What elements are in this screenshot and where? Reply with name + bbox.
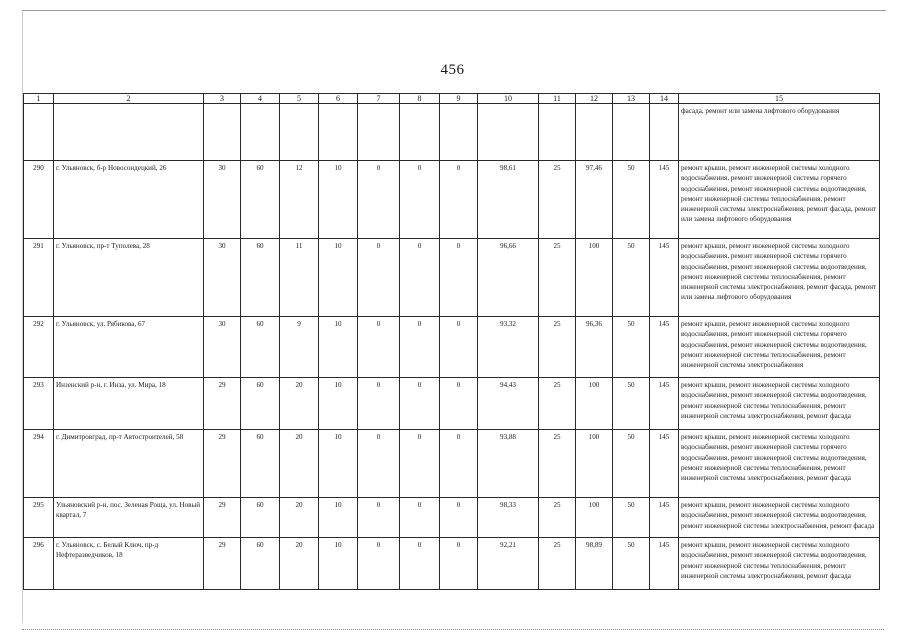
table-body [24,94,880,590]
value-cell-c9: 0 [440,430,478,498]
column-header: 8 [400,94,440,104]
value-cell-c6: 10 [319,161,358,239]
value-cell-c5: 12 [280,161,319,239]
works-cell: ремонт крыши, ремонт инженерной системы холодного водоснабжения, ремонт инженерной системы водоотведения, ремонт инженерной системы теплоснабжения, ремонт инженерной системы электроснабжения, ремонт фасада [679,538,880,590]
value-cell-c3: 30 [204,317,241,378]
value-cell-c14: 145 [650,378,679,430]
value-cell-c12: 98,89 [576,538,613,590]
value-cell-c10: 98,61 [478,161,539,239]
column-header: 15 [679,94,880,104]
column-header: 6 [319,94,358,104]
value-cell-c11: 25 [539,161,576,239]
value-cell-c11: 25 [539,317,576,378]
value-cell-c8: 0 [400,161,440,239]
value-cell-c14: 145 [650,538,679,590]
cell [280,104,319,161]
works-cell: ремонт крыши, ремонт инженерной системы холодного водоснабжения, ремонт инженерной системы водоотведения, ремонт инженерной системы электроснабжения, ремонт фасада [679,498,880,538]
value-cell-c5: 20 [280,538,319,590]
value-cell-c14: 145 [650,498,679,538]
cell [539,104,576,161]
page-number: 456 [440,62,465,78]
value-cell-c6: 10 [319,378,358,430]
value-cell-c10: 93,32 [478,317,539,378]
works-cell: фасада, ремонт или замена лифтового оборудования [679,104,880,161]
column-header: 1 [24,94,54,104]
value-cell-c10: 93,88 [478,430,539,498]
value-cell-c5: 9 [280,317,319,378]
value-cell-c4: 60 [241,538,280,590]
row-number: 295 [24,498,54,538]
value-cell-c11: 25 [539,430,576,498]
value-cell-c6: 10 [319,430,358,498]
value-cell-c4: 60 [241,498,280,538]
table-row [24,538,880,590]
address-cell: г. Димитровград, пр-т Автостроителей, 58 [54,430,204,498]
cell [613,104,650,161]
value-cell-c9: 0 [440,239,478,317]
value-cell-c8: 0 [400,378,440,430]
column-header: 9 [440,94,478,104]
value-cell-c14: 145 [650,317,679,378]
table-row [24,239,880,317]
value-cell-c12: 100 [576,430,613,498]
value-cell-c9: 0 [440,538,478,590]
address-cell: Инзенский р-н, г. Инза, ул. Мира, 18 [54,378,204,430]
cell [204,104,241,161]
table-row [24,161,880,239]
cell [319,104,358,161]
value-cell-c13: 50 [613,430,650,498]
value-cell-c14: 145 [650,161,679,239]
value-cell-c3: 30 [204,239,241,317]
cell [24,104,54,161]
column-header: 11 [539,94,576,104]
row-number: 290 [24,161,54,239]
value-cell-c6: 10 [319,538,358,590]
works-cell: ремонт крыши, ремонт инженерной системы холодного водоснабжения, ремонт инженерной системы горячего водоснабжения, ремонт инженерной системы водоотведения, ремонт инженерной системы теплоснабжения, ремонт инженерной системы электроснабжения, ремонт фасада, ремонт или замена лифтового оборудования [679,161,880,239]
cell [440,104,478,161]
value-cell-c12: 100 [576,498,613,538]
works-cell: ремонт крыши, ремонт инженерной системы холодного водоснабжения, ремонт инженерной системы горячего водоснабжения, ремонт инженерной системы водоотведения, ремонт инженерной системы теплоснабжения, ремонт инженерной системы электроснабжения, ремонт фасада, ремонт или замена лифтового оборудования [679,239,880,317]
row-number: 296 [24,538,54,590]
table-row [24,317,880,378]
value-cell-c9: 0 [440,161,478,239]
column-header: 4 [241,94,280,104]
address-cell: Ульяновский р-н, пос. Зеленая Роща, ул. Новый квартал, 7 [54,498,204,538]
value-cell-c13: 50 [613,317,650,378]
value-cell-c11: 25 [539,239,576,317]
cell [478,104,539,161]
cell [400,104,440,161]
column-header: 12 [576,94,613,104]
column-header: 10 [478,94,539,104]
value-cell-c8: 0 [400,498,440,538]
cell [576,104,613,161]
address-cell: г. Ульяновск, ул. Рябикова, 67 [54,317,204,378]
value-cell-c12: 96,36 [576,317,613,378]
value-cell-c7: 0 [358,498,400,538]
address-cell: г. Ульяновск, пр-т Туполева, 28 [54,239,204,317]
value-cell-c8: 0 [400,317,440,378]
value-cell-c8: 0 [400,538,440,590]
address-cell: г. Ульяновск, б-р Новосондецкий, 26 [54,161,204,239]
value-cell-c6: 10 [319,498,358,538]
cell [650,104,679,161]
value-cell-c7: 0 [358,378,400,430]
value-cell-c8: 0 [400,430,440,498]
value-cell-c10: 92,21 [478,538,539,590]
value-cell-c7: 0 [358,239,400,317]
works-cell: ремонт крыши, ремонт инженерной системы холодного водоснабжения, ремонт инженерной системы горячего водоснабжения, ремонт инженерной системы водоотведения, ремонт инженерной системы теплоснабжения, ремонт инженерной системы электроснабжения [679,317,880,378]
value-cell-c9: 0 [440,317,478,378]
column-header: 3 [204,94,241,104]
column-header: 7 [358,94,400,104]
value-cell-c4: 60 [241,378,280,430]
value-cell-c4: 60 [241,239,280,317]
value-cell-c13: 50 [613,378,650,430]
works-cell: ремонт крыши, ремонт инженерной системы холодного водоснабжения, ремонт инженерной системы горячего водоснабжения, ремонт инженерной системы водоотведения, ремонт инженерной системы теплоснабжения, ремонт инженерной системы электроснабжения, ремонт фасада [679,430,880,498]
scan-edge-line [22,629,884,630]
value-cell-c12: 100 [576,378,613,430]
column-header: 5 [280,94,319,104]
cell [358,104,400,161]
value-cell-c3: 29 [204,498,241,538]
value-cell-c5: 11 [280,239,319,317]
address-cell: г. Ульяновск, с. Белый Ключ, пр-д Нефтеразведчиков, 18 [54,538,204,590]
cell [54,104,204,161]
row-number: 293 [24,378,54,430]
column-header: 13 [613,94,650,104]
value-cell-c4: 60 [241,317,280,378]
value-cell-c8: 0 [400,239,440,317]
value-cell-c10: 94,43 [478,378,539,430]
row-number: 292 [24,317,54,378]
continuation-row [24,104,880,161]
column-header: 2 [54,94,204,104]
value-cell-c11: 25 [539,378,576,430]
value-cell-c13: 50 [613,239,650,317]
value-cell-c11: 25 [539,538,576,590]
value-cell-c7: 0 [358,317,400,378]
value-cell-c4: 60 [241,430,280,498]
row-number: 294 [24,430,54,498]
repair-table [23,93,880,590]
value-cell-c3: 29 [204,538,241,590]
row-number: 291 [24,239,54,317]
value-cell-c5: 20 [280,498,319,538]
header-row [24,94,880,104]
value-cell-c13: 50 [613,161,650,239]
value-cell-c6: 10 [319,317,358,378]
value-cell-c6: 10 [319,239,358,317]
value-cell-c3: 30 [204,161,241,239]
value-cell-c9: 0 [440,378,478,430]
column-header: 14 [650,94,679,104]
value-cell-c13: 50 [613,538,650,590]
value-cell-c9: 0 [440,498,478,538]
value-cell-c7: 0 [358,430,400,498]
value-cell-c11: 25 [539,498,576,538]
value-cell-c7: 0 [358,161,400,239]
value-cell-c4: 60 [241,161,280,239]
value-cell-c3: 29 [204,378,241,430]
value-cell-c13: 50 [613,498,650,538]
value-cell-c14: 145 [650,430,679,498]
value-cell-c10: 98,33 [478,498,539,538]
value-cell-c12: 97,46 [576,161,613,239]
table-row [24,430,880,498]
works-cell: ремонт крыши, ремонт инженерной системы холодного водоснабжения, ремонт инженерной системы водоотведения, ремонт инженерной системы теплоснабжения, ремонт инженерной системы электроснабжения, ремонт фасада [679,378,880,430]
table-row [24,378,880,430]
value-cell-c12: 100 [576,239,613,317]
cell [241,104,280,161]
table-row [24,498,880,538]
value-cell-c5: 20 [280,430,319,498]
value-cell-c14: 145 [650,239,679,317]
value-cell-c5: 20 [280,378,319,430]
value-cell-c10: 96,66 [478,239,539,317]
value-cell-c3: 29 [204,430,241,498]
value-cell-c7: 0 [358,538,400,590]
